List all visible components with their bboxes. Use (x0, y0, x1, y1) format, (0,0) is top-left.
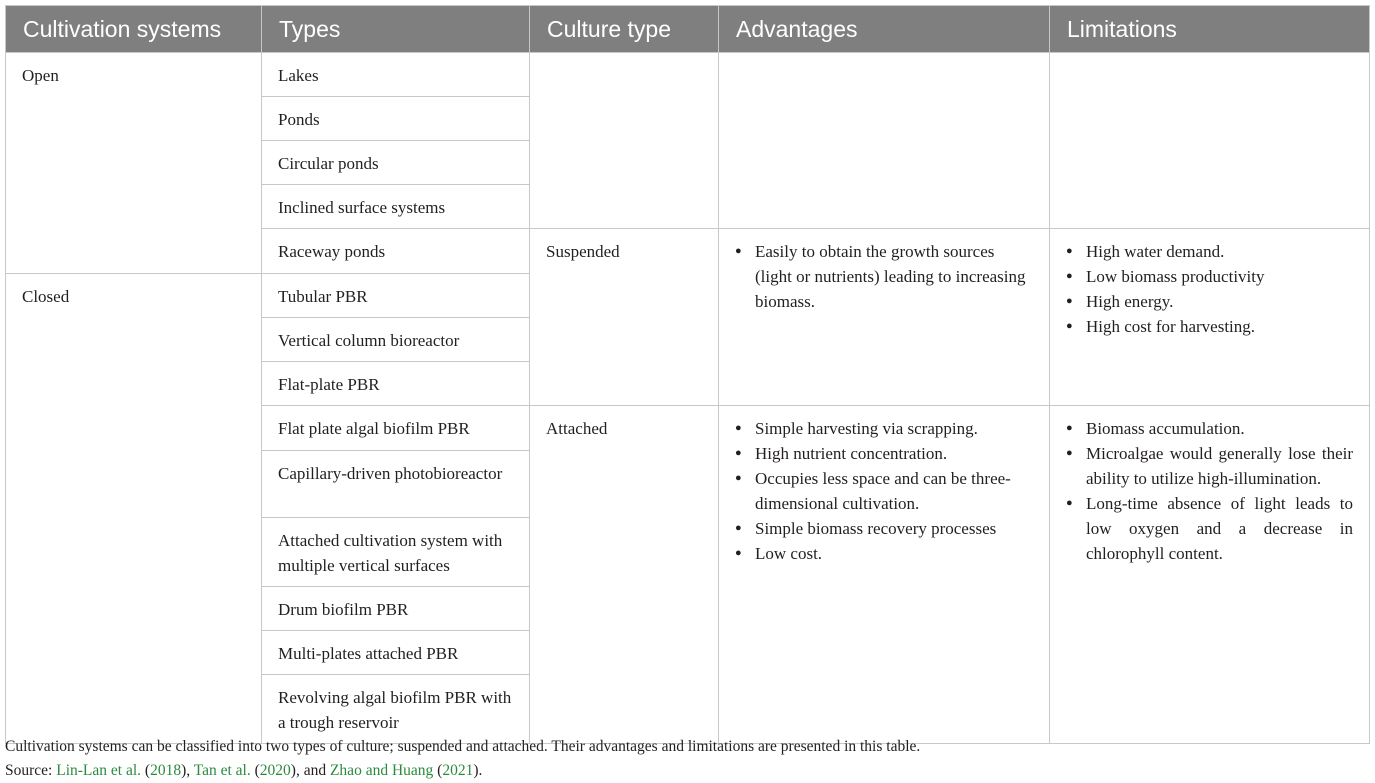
list-item: ● Biomass accumulation. (1066, 416, 1353, 441)
list-item: ● Long-time absence of light leads to low oxygen and a decrease in chlorophyll content. (1066, 491, 1353, 566)
system-open: Open (6, 53, 262, 274)
table-footnote (5, 735, 1369, 783)
culture-suspended: Suspended (530, 229, 719, 406)
type-cell: Flat-plate PBR (262, 362, 530, 406)
empty-advantages-cell (719, 53, 1050, 229)
type-cell: Capillary-driven photobioreactor (262, 451, 530, 518)
type-cell: Attached cultivation system with multiple vertical surfaces (262, 518, 530, 587)
list-item: ● Low biomass productivity (1066, 264, 1353, 289)
system-closed: Closed (6, 274, 262, 744)
type-cell: Circular ponds (262, 141, 530, 185)
list-item: ● High cost for harvesting. (1066, 314, 1353, 339)
header-row (6, 6, 1370, 53)
ref-link-tan[interactable]: Tan et al. (193, 762, 251, 779)
list-item: ● Simple biomass recovery processes (735, 516, 1033, 541)
attached-limitations (1050, 406, 1370, 744)
attached-advantages (719, 406, 1050, 744)
type-cell: Vertical column bioreactor (262, 318, 530, 362)
ref-year-link[interactable]: 2021 (442, 762, 474, 779)
separator: , (186, 762, 194, 779)
separator: . (478, 762, 483, 779)
type-cell: Drum biofilm PBR (262, 587, 530, 631)
list-item: ● High water demand. (1066, 239, 1353, 264)
cultivation-systems-table (5, 5, 1370, 744)
ref-link-zhao-huang[interactable]: Zhao and Huang (329, 762, 434, 779)
header-culture-type: Culture type (530, 6, 719, 53)
suspended-limitations (1050, 229, 1370, 406)
header-advantages: Advantages (719, 6, 1050, 53)
type-cell: Multi-plates attached PBR (262, 631, 530, 675)
list-item: ● Simple harvesting via scrapping. (735, 416, 1033, 441)
type-cell: Flat plate algal biofilm PBR (262, 406, 530, 451)
empty-limitations-cell (1050, 53, 1370, 229)
ref-link-lin-lan[interactable]: Lin-Lan et al. (56, 762, 142, 779)
type-cell: Tubular PBR (262, 274, 530, 318)
empty-culture-cell (530, 53, 719, 229)
source-line: Source: Lin-Lan et al. (2018), Tan et al. (2020), and Zhao and Huang (2021). (5, 762, 483, 779)
type-cell: Ponds (262, 97, 530, 141)
header-limitations: Limitations (1050, 6, 1370, 53)
type-cell: Raceway ponds (262, 229, 530, 274)
type-cell: Revolving algal biofilm PBR with a trough reservoir (262, 675, 530, 744)
ref-year-link[interactable]: 2020 (259, 762, 291, 779)
header-cultivation-systems: Cultivation systems (6, 6, 262, 53)
list-item: ● Low cost. (735, 541, 1033, 566)
ref-year-link[interactable]: 2018 (150, 762, 182, 779)
list-item: ● Microalgae would generally lose their ability to utilize high-illumination. (1066, 441, 1353, 491)
suspended-advantages (719, 229, 1050, 406)
header-types: Types (262, 6, 530, 53)
type-cell: Inclined surface systems (262, 185, 530, 229)
list-item: ● Occupies less space and can be three-dimensional cultivation. (735, 466, 1033, 516)
list-item: ● High nutrient concentration. (735, 441, 1033, 466)
table-row (6, 53, 1370, 97)
source-label: Source: (5, 762, 57, 779)
footnote-text: Cultivation systems can be classified into two types of culture; suspended and attached. Their advantages and limitations are presented in this table. (5, 738, 921, 755)
separator: , and (295, 762, 330, 779)
list-item: ● Easily to obtain the growth sources (light or nutrients) leading to increasing biomass. (735, 239, 1033, 314)
list-item: ● High energy. (1066, 289, 1353, 314)
type-cell: Lakes (262, 53, 530, 97)
culture-attached: Attached (530, 406, 719, 744)
